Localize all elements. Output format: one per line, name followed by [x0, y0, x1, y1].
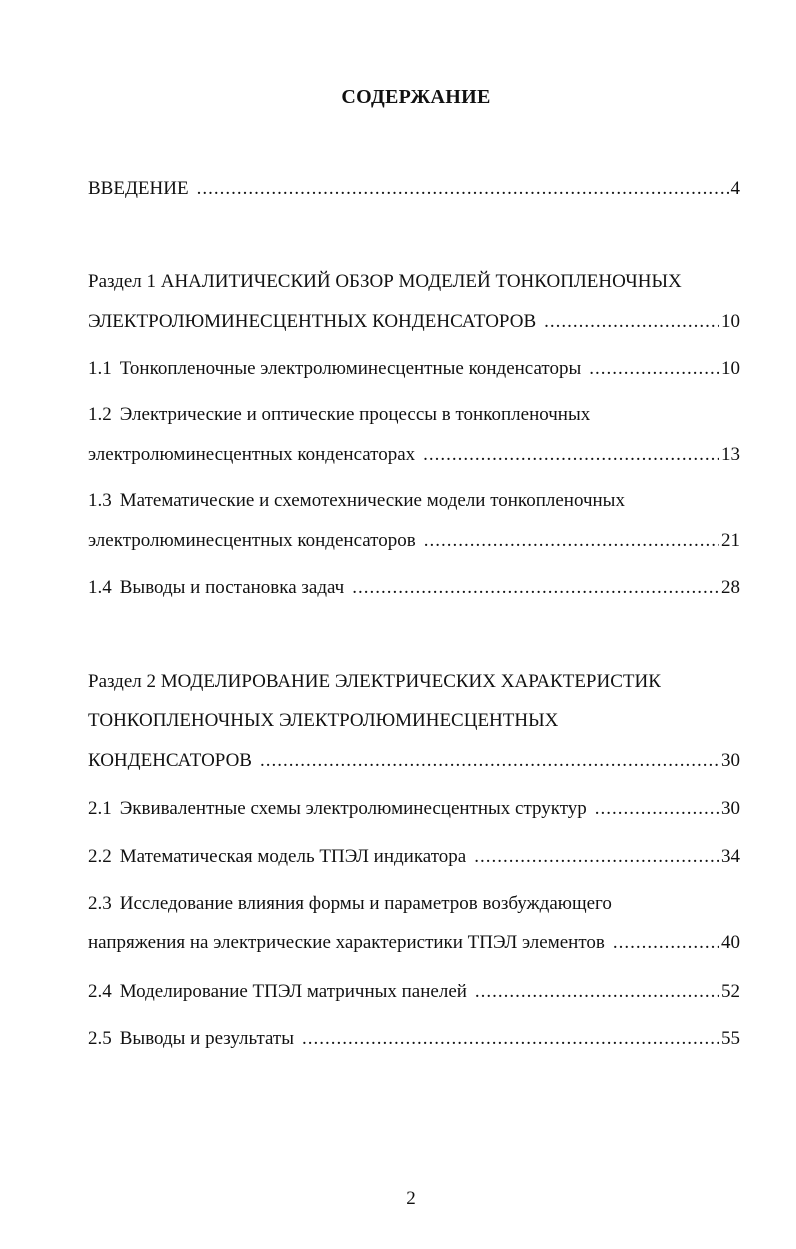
toc-page-number: 21 [721, 530, 740, 551]
dot-leader [474, 844, 719, 870]
dot-leader [260, 748, 719, 774]
toc-entry-label: электролюминесцентных конденсаторах [88, 444, 416, 465]
toc-entry-number: 1.3 [88, 490, 112, 511]
toc-entry-number: 2.5 [88, 1028, 112, 1049]
toc-page-number: 4 [730, 178, 740, 199]
toc-entry-2-3-end [88, 930, 740, 956]
section-1-heading-end [88, 309, 740, 335]
section-2-heading: Раздел 2 МОДЕЛИРОВАНИЕ ЭЛЕКТРИЧЕСКИХ ХАРАКТЕРИСТИК [88, 671, 661, 692]
toc-entry-label: Исследование влияния формы и параметров возбуждающего [119, 893, 612, 914]
toc-entry-1-2 [88, 402, 740, 428]
toc-entry-number: 2.2 [88, 846, 112, 867]
dot-leader [544, 309, 719, 335]
toc-entry-label: Электрические и оптические процессы в тонкопленочных [119, 404, 591, 425]
toc-entry-label: Математическая модель ТПЭЛ индикатора [119, 846, 467, 867]
section-2-heading-line2: ТОНКОПЛЕНОЧНЫХ ЭЛЕКТРОЛЮМИНЕСЦЕНТНЫХ [88, 710, 559, 731]
toc-entry-label: Моделирование ТПЭЛ матричных панелей [119, 981, 467, 1002]
dot-leader [613, 930, 719, 956]
toc-entry-1-3 [88, 488, 740, 514]
toc-entry-number: 1.2 [88, 404, 112, 425]
toc-entry-label: электролюминесцентных конденсаторов [88, 530, 416, 551]
toc-entry-label: ЭЛЕКТРОЛЮМИНЕСЦЕНТНЫХ КОНДЕНСАТОРОВ [88, 311, 537, 332]
toc-page-number: 28 [721, 577, 740, 598]
dot-leader [595, 796, 719, 822]
toc-page-number: 30 [721, 750, 740, 771]
toc-entry-label: Математические и схемотехнические модели тонкопленочных [119, 490, 625, 511]
toc-entry-label: Тонкопленочные электролюминесцентные конденсаторы [119, 358, 582, 379]
toc-entry-number: 2.4 [88, 981, 112, 1002]
dot-leader [475, 979, 719, 1005]
toc-entry-number: 1.1 [88, 358, 112, 379]
dot-leader [424, 528, 719, 554]
toc-page-number: 13 [721, 444, 740, 465]
toc-entry-number: 2.1 [88, 798, 112, 819]
toc-entry-2-3 [88, 891, 740, 917]
toc-page-number: 40 [721, 932, 740, 953]
toc-page-number: 34 [721, 846, 740, 867]
toc-entry-2-1 [88, 796, 740, 822]
dot-leader [197, 176, 729, 202]
toc-entry-intro [88, 176, 740, 202]
toc-entry-label: Выводы и результаты [119, 1028, 294, 1049]
toc-entry-1-4 [88, 575, 740, 601]
toc-entry-1-2-end [88, 442, 740, 468]
toc-entry-label: КОНДЕНСАТОРОВ [88, 750, 252, 771]
toc-entry-label: ВВЕДЕНИЕ [88, 178, 189, 199]
toc-entry-number: 1.4 [88, 577, 112, 598]
page-number: 2 [406, 1188, 416, 1209]
dot-leader [423, 442, 719, 468]
section-2-heading-end [88, 748, 740, 774]
toc-entry-1-1 [88, 356, 740, 382]
toc-entry-1-3-end [88, 528, 740, 554]
page-title: СОДЕРЖАНИЕ [341, 86, 491, 108]
toc-entry-label: напряжения на электрические характеристики ТПЭЛ элементов [88, 932, 605, 953]
dot-leader [352, 575, 719, 601]
toc-entry-number: 2.3 [88, 893, 112, 914]
toc-page-number: 55 [721, 1028, 740, 1049]
toc-entry-2-2 [88, 844, 740, 870]
dot-leader [589, 356, 719, 382]
toc-entry-2-5 [88, 1026, 740, 1052]
toc-entry-label: Выводы и постановка задач [119, 577, 345, 598]
section-1-heading: Раздел 1 АНАЛИТИЧЕСКИЙ ОБЗОР МОДЕЛЕЙ ТОНКОПЛЕНОЧНЫХ [88, 271, 682, 292]
toc-page-number: 52 [721, 981, 740, 1002]
toc-page-number: 10 [721, 358, 740, 379]
dot-leader [302, 1026, 719, 1052]
toc-entry-2-4 [88, 979, 740, 1005]
toc-entry-label: Эквивалентные схемы электролюминесцентных структур [119, 798, 587, 819]
toc-page-number: 10 [721, 311, 740, 332]
toc-page-number: 30 [721, 798, 740, 819]
